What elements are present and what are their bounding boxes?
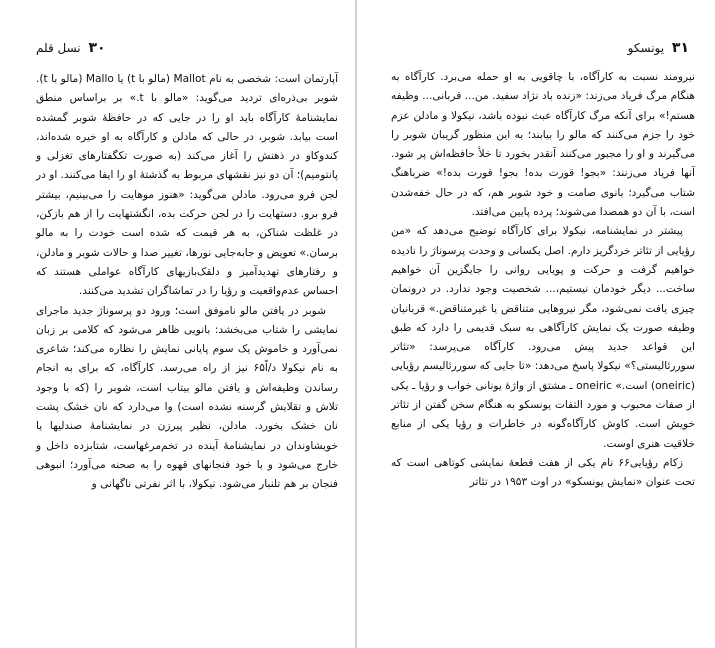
right-page-header xyxy=(377,40,693,58)
left-page-header xyxy=(36,40,336,58)
left-page xyxy=(0,0,356,648)
left-running-title: نسل قلم xyxy=(36,41,81,55)
right-paragraph-2: پیشتر در نمایشنامه، نیکولا برای کارآگاه توضیح می‌دهد که «من رؤیایی از تئاتر خردگریز دارم. اصل یکسانی و وحدت پرسوناژ را نادیده خواهیم گرفت و حرکت و پویایی روانی را جایگزین آن خواهیم ساخت... دیگر خودمان نیستیم،... شخصیت وجود ندارد. در درونمان چیزی یافت نمی‌شود، مگر نیروهایی متناقض یا غیرمتناقض.» قربانیان وظیفه صورت یک نمایش کارآگاهی به سبک قدیمی را دارد که طبق این قواعد جدید پیش می‌رود. کارآگاه می‌پرسد: «تئاتر سوررئالیستی؟» نیکولا پاسخ می‌دهد: «تا جایی که سوررئالیسم رؤیایی (oneiric) است.» oneiric ـ مشتق از واژهٔ یونانی خواب و رؤیا ـ یکی از صفات محبوب و مورد التفات یونسکو به هنگام سخن گفتن از تئاتر خویش است. کاوش کارآگاه‌گونه در خاطرات و رؤیا یکی از منابع خلاقیت هنری اوست. xyxy=(391,225,695,450)
left-paragraph-2: شوبر در یافتن مالو ناموفق است؛ ورود دو پرسوناژ جدید ماجرای نمایشی را شتاب می‌بخشد: بانویی ظاهر می‌شود که کلامی بر زبان نمی‌آورد و خاموش یک سوم پایانی نمایش را نظاره می‌کند؛ شاعری به نام نیکولا د/اً۶۵ نیز از راه می‌رسد. کارآگاه، که برای به انجام رساندن وظیفه‌اش و یافتن مالو بیتاب است، شوبر را (که با وجود تلاش و تقلایش گرسنه نشده است) وا می‌دارد که نان خشک پشت نان خشک بخورد. مادلن، نظیر پیرزن در نمایشنامهٔ صندلیها یا خویشاوندان در نمایشنامهٔ آینده در تخم‌مرغهاست، شتابزده داخل و خارج می‌شود و با خود فنجانهای قهوه را به صحنه می‌آورد؛ انبوهی فنجان بر هم تلنبار می‌شود. نیکولا، با اثر نفرتی ناگهانی و xyxy=(36,304,338,491)
left-page-number: ۳۰ xyxy=(88,40,106,56)
right-page-body xyxy=(391,68,695,493)
left-paragraph-1: آپارتمان است: شخصی به نام Mallot (مالو با t) یا Mallo (مالو با t). شوبر بی‌ذره‌ای تردید می‌گوید: «مالو با t.» بر براساس منطق نمایشنامهٔ کارآگاه باید او را در جایی که در حافظهٔ شوبر گمشده است بیابد. شوبر، در حالی که مادلن و کارآگاه به او خیره شده‌اند، کندوکاو در ذهنش را آغاز می‌کند (به صورت تکگفتارهای تغزلی و پانتومیم)؛ آن دو نیز نقشهای مربوط به گذشتهٔ او را ایفا می‌کنند. او در لجن فرو می‌رود. مادلن می‌گوید: «هنوز موهایت را می‌بینیم، بیشتر فرو برو. دستهایت را در لجن حرکت بده، انگشتهایت را از هم بازکن، در غلظت شناکن، به هر قیمت که شده است خودت را به مالو برسان.» تعویض و جابه‌جایی نورها، تغییر صدا و حالات شوبر و مادلن، و رفتارهای تهدیدآمیز و دلقک‌بازیهای کارآگاه عواملی هستند که احساس عدم‌واقعیت و رؤیا را در تماشاگران تشدید می‌کنند. xyxy=(36,73,339,298)
right-page xyxy=(357,0,715,648)
right-running-title: یونسکو xyxy=(627,41,665,55)
right-page-number: ۳۱ xyxy=(671,40,689,56)
right-paragraph-3: زکام رؤیایی۶۶ نام یکی از هفت قطعهٔ نمایشی کوتاهی است که تحت عنوان «نمایش یونسکو» در اوت ۱۹۵۳ در تئاتر xyxy=(391,456,695,489)
right-paragraph-1: نیرومند نسبت به کارآگاه، با چاقویی به او حمله می‌برد. کارآگاه به هنگام مرگ فریاد می‌زند: «زنده باد نژاد سفید. من... قربانی... وظیفه هستم!» برای آنکه مرگ کارآگاه عبث نبوده باشد، نیکولا و مادلن عزم خود را جزم می‌کنند که مالو را بیابند؛ به این منظور گریبان شوبر را می‌گیرند و او را مجبور می‌کنند آنقدر بخورد تا خلأ حافظه‌اش پر شود. آنها فریاد می‌زنند: «بجو! قورت بده! بجو! قورت بده!» ضرباهنگ شتاب می‌گیرد؛ بانوی صامت و خود شوبر هم، که در حال خفه‌شدن است، با آن دو همصدا می‌شوند؛ پرده پایین می‌افتد. xyxy=(391,71,695,219)
left-page-body xyxy=(36,70,338,495)
